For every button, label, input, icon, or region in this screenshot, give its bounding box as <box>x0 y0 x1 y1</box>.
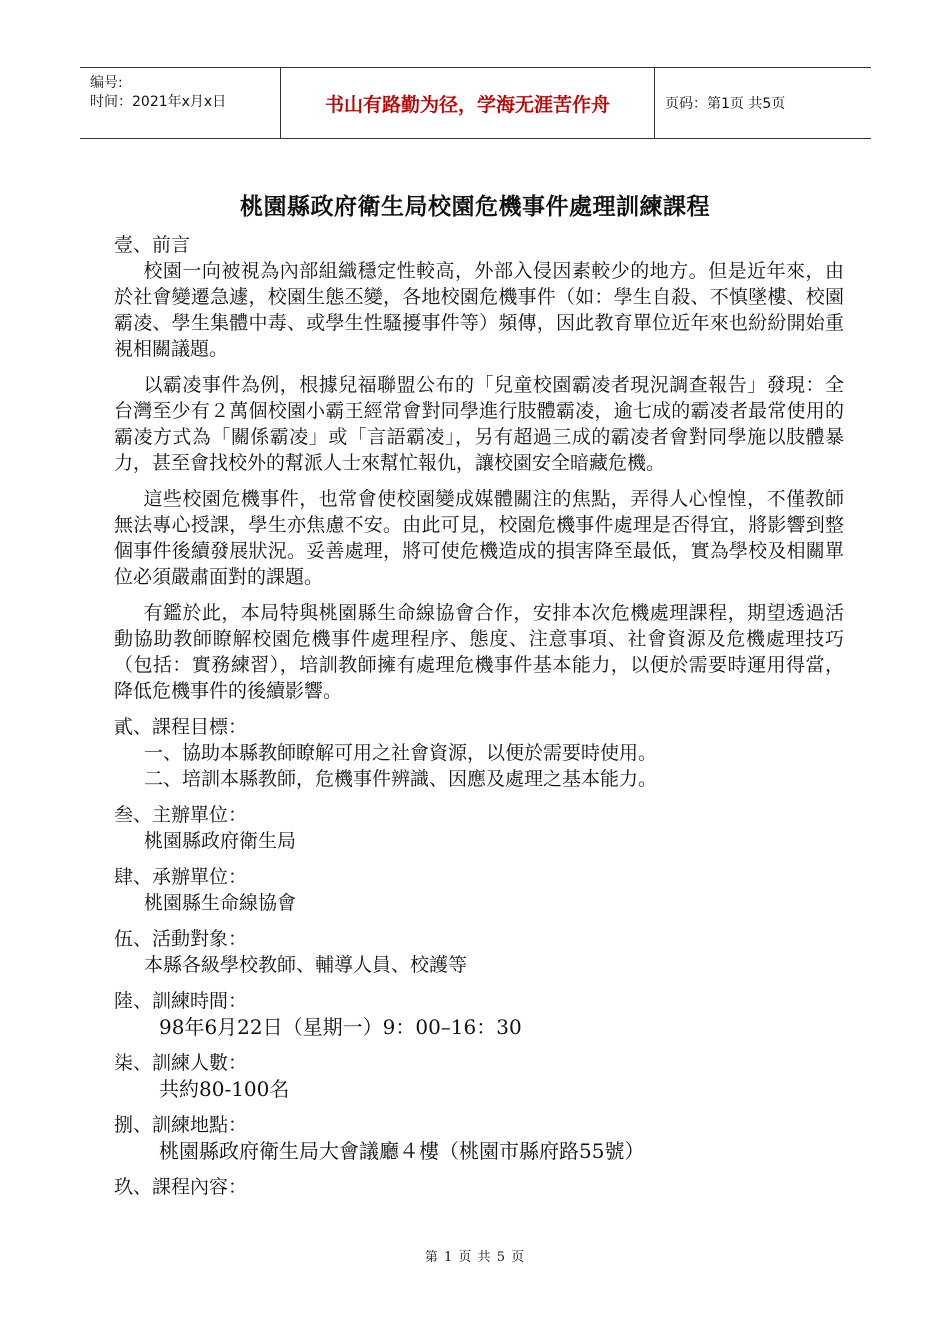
preface-paragraph-2: 以霸凌事件為例，根據兒福聯盟公布的「兒童校園霸凌者現況調查報告」發現：全台灣至少有２萬個校園小霸王經常會對同學進行肢體霸凌，逾七成的霸凌者最常使用的霸凌方式為「關係霸凌」或「言語霸凌」，另有超過三成的霸凌者會對同學施以肢體暴力，甚至會找校外的幫派人士來幫忙報仇，讓校園安全暗藏危機。 <box>114 374 844 474</box>
section-heading-organizer: 叁、主辦單位： <box>114 804 248 826</box>
goal-item-1: 一、協助本縣教師瞭解可用之社會資源，以便於需要時使用。 <box>144 742 658 764</box>
page-header <box>80 67 871 139</box>
section-heading-co-organizer: 肆、承辦單位： <box>114 866 248 888</box>
document-title: 桃園縣政府衛生局校園危機事件處理訓練課程 <box>240 193 710 220</box>
audience-value: 本縣各級學校教師、輔導人員、校護等 <box>144 954 468 976</box>
document-body <box>114 232 844 1200</box>
co-organizer-value: 桃園縣生命線協會 <box>144 892 297 914</box>
section-heading-time: 陸、訓練時間： <box>114 990 248 1012</box>
headcount-value: 共約80-100名 <box>159 1077 290 1101</box>
section-heading-goals: 貳、課程目標： <box>114 716 248 738</box>
header-slogan: 书山有路勤为径，学海无涯苦作舟 <box>281 68 655 138</box>
preface-paragraph-4: 有鑑於此，本局特與桃園縣生命線協會合作，安排本次危機處理課程，期望透過活動協助教師瞭解校園危機事件處理程序、態度、注意事項、社會資源及危機處理技巧（包括：實務練習），培訓教師擁有處理危機事件基本能力，以便於需要時運用得當，降低危機事件的後續影響。 <box>114 602 844 702</box>
header-meta <box>80 68 281 138</box>
time-label: 时间：2021年x月x日 <box>90 94 227 110</box>
section-heading-preface: 壹、前言 <box>114 234 191 256</box>
preface-paragraph-1: 校園一向被視為內部組織穩定性較高，外部入侵因素較少的地方。但是近年來，由於社會變遷急遽，校園生態丕變，各地校園危機事件（如：學生自殺、不慎墜樓、校園霸凌、學生集體中毒、或學生性騷擾事件等）頻傳，因此教育單位近年來也紛紛開始重視相關議題。 <box>114 260 844 360</box>
section-heading-content: 玖、課程內容： <box>114 1176 248 1198</box>
organizer-value: 桃園縣政府衛生局 <box>144 830 297 852</box>
time-value: 98年6月22日（星期一）9：00–16：30 <box>159 1015 522 1039</box>
section-heading-location: 捌、訓練地點： <box>114 1114 248 1136</box>
section-heading-headcount: 柒、訓練人數： <box>114 1052 248 1074</box>
number-label: 编号: <box>90 75 123 91</box>
location-value: 桃園縣政府衛生局大會議廳４樓（桃園市縣府路55號） <box>159 1139 645 1163</box>
preface-paragraph-3: 這些校園危機事件，也常會使校園變成媒體關注的焦點，弄得人心惶惶，不僅教師無法專心授課，學生亦焦慮不安。由此可見，校園危機事件處理是否得宜，將影響到整個事件後續發展狀況。妥善處理，將可使危機造成的損害降至最低，實為學校及相關單位必須嚴肅面對的課題。 <box>114 488 844 588</box>
goal-item-2: 二、培訓本縣教師，危機事件辨識、因應及處理之基本能力。 <box>144 768 658 790</box>
section-heading-audience: 伍、活動對象： <box>114 928 248 950</box>
page-footer: 第 1 页 共 5 页 <box>424 1250 526 1265</box>
header-page-info: 页码：第1页 共5页 <box>665 96 786 112</box>
